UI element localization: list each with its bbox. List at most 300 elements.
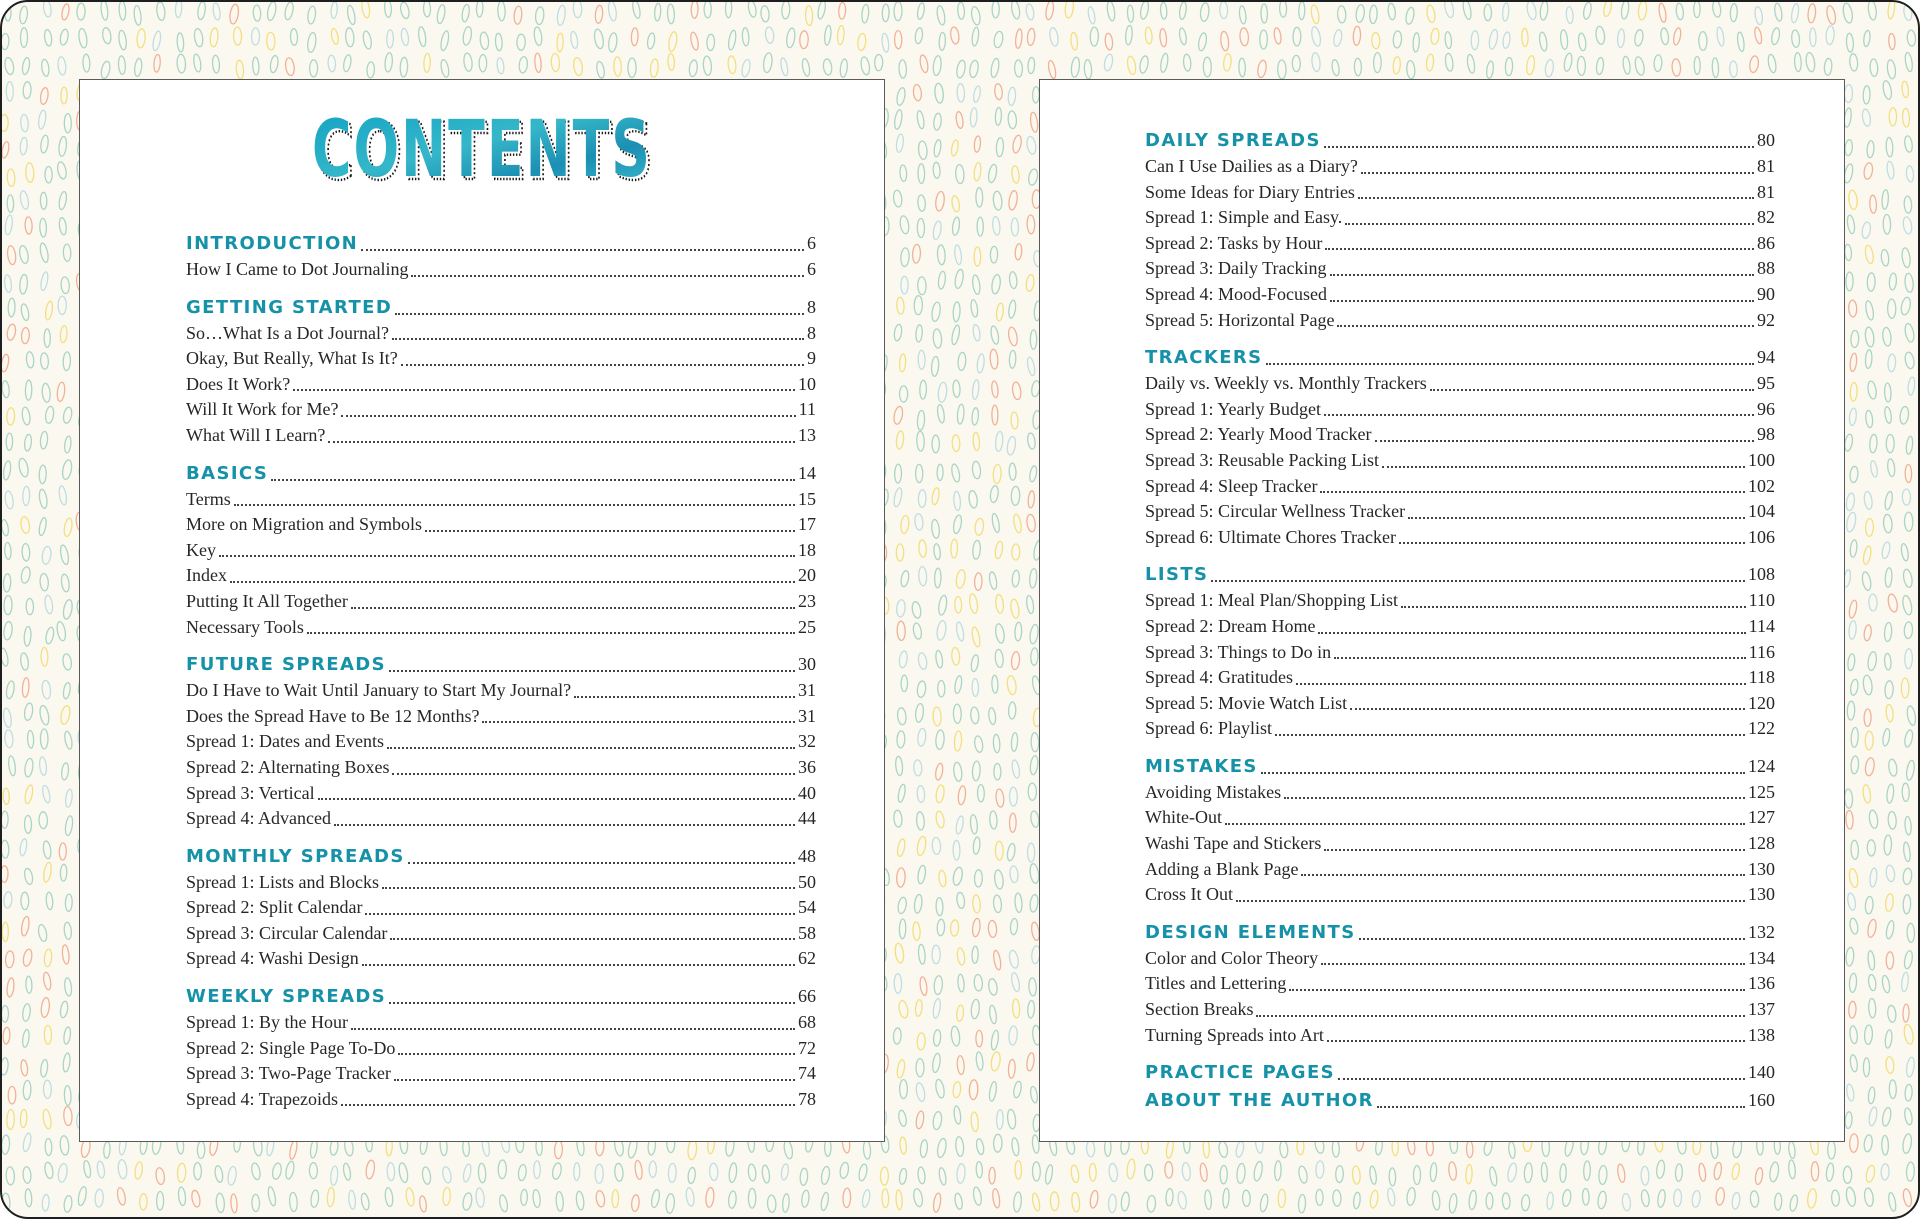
pattern-oval bbox=[556, 5, 566, 26]
pattern-oval bbox=[936, 5, 946, 25]
page-number: 20 bbox=[798, 565, 816, 586]
page-number: 130 bbox=[1748, 884, 1775, 905]
pattern-oval bbox=[1121, 1192, 1131, 1211]
pattern-oval bbox=[1012, 514, 1022, 534]
pattern-oval bbox=[1070, 57, 1080, 78]
page-number: 88 bbox=[1757, 258, 1775, 279]
pattern-oval bbox=[896, 297, 904, 315]
pattern-oval bbox=[1353, 1192, 1361, 1209]
pattern-oval bbox=[992, 216, 1001, 235]
pattern-oval bbox=[1008, 300, 1017, 319]
pattern-oval bbox=[1011, 382, 1021, 401]
pattern-oval bbox=[899, 215, 910, 234]
pattern-oval bbox=[1045, 2, 1055, 20]
pattern-oval bbox=[440, 59, 450, 78]
entry-title: Titles and Lettering bbox=[1145, 973, 1287, 994]
page-number: 30 bbox=[798, 654, 816, 675]
page-number: 10 bbox=[798, 373, 816, 394]
toc-section bbox=[186, 843, 816, 972]
pattern-oval bbox=[177, 54, 186, 73]
pattern-oval bbox=[139, 1194, 147, 1210]
pattern-oval bbox=[40, 271, 49, 291]
pattern-oval bbox=[932, 998, 941, 1019]
pattern-oval bbox=[2, 114, 8, 131]
pattern-oval bbox=[476, 2, 483, 17]
pattern-oval bbox=[893, 190, 903, 208]
pattern-oval bbox=[1431, 1190, 1440, 1210]
pattern-oval bbox=[1862, 675, 1873, 696]
dot-leader bbox=[365, 912, 795, 915]
pattern-oval bbox=[1861, 571, 1872, 591]
pattern-oval bbox=[498, 1194, 508, 1212]
pattern-oval bbox=[7, 1109, 15, 1129]
pattern-oval bbox=[896, 599, 906, 617]
pattern-oval bbox=[1104, 33, 1113, 50]
pattern-oval bbox=[992, 675, 999, 693]
pattern-oval bbox=[1015, 622, 1022, 641]
pattern-oval bbox=[60, 864, 67, 881]
page-number: 15 bbox=[798, 488, 816, 509]
pattern-oval bbox=[1904, 729, 1914, 747]
pattern-oval bbox=[1108, 1194, 1116, 1212]
section-heading: WEEKLY SPREADS bbox=[186, 986, 387, 1008]
pattern-oval bbox=[1331, 59, 1340, 76]
section-heading-row bbox=[1145, 753, 1775, 780]
pattern-oval bbox=[1867, 950, 1875, 970]
dot-leader bbox=[1296, 682, 1746, 685]
pattern-oval bbox=[1864, 245, 1874, 264]
entry-title: Spread 3: Reusable Packing List bbox=[1145, 449, 1379, 470]
pattern-oval bbox=[953, 704, 961, 723]
pattern-oval bbox=[895, 464, 902, 483]
pattern-oval bbox=[893, 406, 904, 425]
pattern-oval bbox=[1617, 1164, 1626, 1183]
pattern-oval bbox=[1126, 1159, 1136, 1179]
pattern-oval bbox=[799, 31, 808, 49]
pattern-oval bbox=[495, 33, 503, 51]
pattern-oval bbox=[989, 349, 998, 369]
dot-leader bbox=[387, 746, 795, 749]
pattern-oval bbox=[899, 1137, 907, 1154]
dot-leader bbox=[1256, 1014, 1745, 1017]
pattern-oval bbox=[1139, 55, 1150, 73]
pattern-oval bbox=[42, 841, 52, 860]
pattern-oval bbox=[1881, 190, 1888, 210]
pattern-oval bbox=[1354, 58, 1361, 76]
pattern-oval bbox=[931, 356, 940, 376]
pattern-oval bbox=[1009, 271, 1018, 288]
pattern-oval bbox=[197, 2, 206, 20]
pattern-oval bbox=[1887, 354, 1896, 372]
pattern-oval bbox=[1902, 1188, 1913, 1207]
dot-leader bbox=[1324, 145, 1754, 148]
pattern-oval bbox=[4, 542, 11, 559]
pattern-oval bbox=[917, 865, 927, 884]
pattern-oval bbox=[971, 626, 981, 647]
pattern-oval bbox=[2, 708, 12, 728]
pattern-oval bbox=[41, 647, 48, 666]
pattern-oval bbox=[1657, 1189, 1666, 1207]
pattern-oval bbox=[461, 4, 470, 22]
pattern-oval bbox=[899, 386, 907, 402]
pattern-oval bbox=[972, 918, 981, 937]
dot-leader bbox=[1350, 707, 1745, 710]
pattern-oval bbox=[915, 1111, 925, 1130]
pattern-oval bbox=[988, 920, 997, 937]
pattern-oval bbox=[1489, 1166, 1499, 1186]
pattern-oval bbox=[957, 84, 965, 103]
pattern-oval bbox=[58, 217, 67, 235]
pattern-oval bbox=[933, 543, 941, 560]
pattern-oval bbox=[387, 30, 394, 48]
pattern-oval bbox=[1847, 653, 1856, 670]
pattern-oval bbox=[1882, 1135, 1889, 1155]
pattern-oval bbox=[1406, 1187, 1416, 1206]
entry-title: More on Migration and Symbols bbox=[186, 514, 422, 535]
pattern-oval bbox=[20, 114, 29, 132]
pattern-oval bbox=[212, 55, 220, 73]
pattern-oval bbox=[423, 2, 431, 17]
pattern-oval bbox=[1906, 165, 1915, 182]
pattern-oval bbox=[1883, 214, 1891, 234]
pattern-oval bbox=[932, 1193, 941, 1213]
pattern-oval bbox=[893, 487, 903, 507]
pattern-oval bbox=[863, 1140, 871, 1159]
pattern-oval bbox=[977, 785, 984, 802]
pattern-oval bbox=[780, 1163, 789, 1180]
pattern-oval bbox=[1028, 978, 1036, 996]
pattern-oval bbox=[1845, 512, 1857, 533]
pattern-oval bbox=[969, 1080, 978, 1100]
pattern-oval bbox=[971, 408, 979, 426]
pattern-oval bbox=[919, 976, 928, 995]
pattern-oval bbox=[1563, 53, 1573, 72]
pattern-oval bbox=[1899, 406, 1909, 424]
section-heading-row bbox=[186, 983, 816, 1010]
pattern-oval bbox=[330, 28, 339, 45]
pattern-oval bbox=[1582, 2, 1592, 20]
pattern-oval bbox=[972, 275, 981, 295]
pattern-oval bbox=[2, 1057, 9, 1075]
pattern-oval bbox=[1889, 273, 1897, 290]
toc-entry bbox=[186, 1087, 816, 1113]
pattern-oval bbox=[995, 107, 1002, 125]
pattern-oval bbox=[900, 570, 910, 587]
pattern-oval bbox=[4, 491, 14, 510]
pattern-oval bbox=[45, 627, 55, 645]
pattern-oval bbox=[1007, 327, 1018, 347]
pattern-oval bbox=[1750, 1191, 1759, 1208]
entry-title: Can I Use Dailies as a Diary? bbox=[1145, 156, 1358, 176]
pattern-oval bbox=[916, 431, 924, 451]
toc-section bbox=[1145, 561, 1775, 742]
pattern-oval bbox=[1090, 27, 1098, 46]
pattern-oval bbox=[1044, 1164, 1054, 1184]
pattern-oval bbox=[996, 1110, 1003, 1130]
pattern-oval bbox=[1729, 61, 1737, 78]
pattern-oval bbox=[1845, 493, 1855, 512]
entry-title: Spread 3: Things to Do in bbox=[1145, 641, 1332, 662]
pattern-oval bbox=[1448, 1161, 1457, 1180]
dot-leader bbox=[1225, 822, 1745, 825]
pattern-oval bbox=[748, 1164, 757, 1181]
pattern-oval bbox=[1009, 463, 1017, 480]
pattern-oval bbox=[1884, 383, 1891, 402]
pattern-oval bbox=[22, 1029, 30, 1047]
page-number: 6 bbox=[807, 259, 816, 279]
entry-title: Spread 1: Yearly Budget bbox=[1145, 398, 1321, 419]
pattern-oval bbox=[43, 1080, 51, 1098]
pattern-oval bbox=[1012, 999, 1020, 1018]
pattern-oval bbox=[1009, 350, 1016, 368]
pattern-oval bbox=[440, 30, 450, 51]
page-number: 124 bbox=[1748, 755, 1775, 776]
pattern-oval bbox=[685, 1187, 695, 1206]
pattern-oval bbox=[1030, 1086, 1039, 1103]
pattern-oval bbox=[1426, 54, 1434, 71]
pattern-oval bbox=[1903, 4, 1913, 21]
pattern-oval bbox=[42, 862, 52, 883]
pattern-oval bbox=[77, 3, 86, 20]
pattern-oval bbox=[1884, 491, 1894, 510]
pattern-oval bbox=[38, 517, 48, 536]
dot-leader bbox=[351, 606, 795, 609]
page-number: 31 bbox=[798, 680, 816, 701]
pattern-oval bbox=[936, 404, 945, 423]
pattern-oval bbox=[266, 2, 277, 21]
pattern-oval bbox=[820, 1166, 830, 1185]
pattern-oval bbox=[1413, 1165, 1420, 1184]
pattern-oval bbox=[194, 1163, 202, 1180]
pattern-oval bbox=[39, 812, 48, 829]
pattern-oval bbox=[1886, 59, 1896, 79]
pattern-oval bbox=[1902, 569, 1913, 588]
pattern-oval bbox=[62, 1053, 71, 1072]
pattern-oval bbox=[1538, 32, 1548, 52]
pattern-oval bbox=[994, 870, 1004, 890]
pattern-oval bbox=[574, 1163, 580, 1181]
pattern-oval bbox=[1884, 653, 1892, 670]
entry-title: Section Breaks bbox=[1145, 999, 1254, 1020]
pattern-oval bbox=[40, 1059, 49, 1077]
pattern-oval bbox=[837, 25, 845, 44]
pattern-oval bbox=[59, 545, 70, 566]
pattern-oval bbox=[957, 2, 965, 19]
pattern-oval bbox=[914, 296, 923, 315]
pattern-oval bbox=[918, 944, 926, 964]
pattern-oval bbox=[993, 191, 1003, 211]
pattern-oval bbox=[1524, 1163, 1533, 1183]
pattern-oval bbox=[839, 59, 848, 78]
pattern-oval bbox=[1393, 31, 1402, 48]
pattern-oval bbox=[418, 26, 427, 47]
pattern-oval bbox=[1372, 33, 1381, 49]
pattern-oval bbox=[995, 431, 1004, 451]
toc-entry bbox=[1145, 640, 1775, 666]
pattern-oval bbox=[992, 1188, 1001, 1208]
page-number: 9 bbox=[807, 348, 816, 369]
pattern-oval bbox=[1462, 2, 1473, 20]
pattern-oval bbox=[1851, 727, 1859, 747]
pattern-oval bbox=[1012, 570, 1020, 587]
pattern-oval bbox=[1774, 1193, 1782, 1210]
pattern-oval bbox=[1013, 1192, 1022, 1213]
pattern-oval bbox=[786, 28, 797, 49]
pattern-oval bbox=[1863, 86, 1870, 104]
pattern-oval bbox=[954, 245, 963, 265]
pattern-oval bbox=[307, 32, 317, 53]
dot-leader bbox=[1266, 362, 1754, 365]
pattern-oval bbox=[1539, 2, 1548, 20]
pattern-oval bbox=[1654, 55, 1663, 72]
pattern-oval bbox=[1863, 1134, 1873, 1152]
pattern-oval bbox=[933, 139, 942, 157]
toc-entry bbox=[186, 781, 816, 807]
pattern-oval bbox=[994, 83, 1003, 100]
pattern-oval bbox=[1904, 135, 1913, 152]
dot-leader bbox=[1408, 516, 1745, 519]
pattern-oval bbox=[950, 139, 959, 156]
pattern-oval bbox=[1448, 1193, 1457, 1213]
pattern-oval bbox=[20, 1109, 27, 1127]
pattern-oval bbox=[1027, 1000, 1035, 1018]
pattern-oval bbox=[896, 134, 905, 153]
pattern-oval bbox=[20, 1060, 28, 1077]
pattern-oval bbox=[957, 786, 966, 805]
pattern-oval bbox=[61, 459, 73, 480]
pattern-oval bbox=[1716, 27, 1725, 47]
pattern-oval bbox=[937, 464, 943, 480]
pattern-oval bbox=[284, 2, 295, 20]
toc-entry bbox=[1145, 231, 1775, 257]
pattern-oval bbox=[19, 274, 28, 294]
pattern-oval bbox=[45, 406, 55, 424]
pattern-oval bbox=[498, 1160, 506, 1179]
pattern-oval bbox=[20, 516, 31, 534]
dot-leader bbox=[1361, 171, 1754, 174]
toc-entry bbox=[186, 538, 816, 564]
pattern-oval bbox=[1029, 568, 1037, 588]
pattern-oval bbox=[267, 1186, 277, 1206]
pattern-oval bbox=[1393, 56, 1401, 74]
pattern-oval bbox=[955, 597, 962, 614]
dot-leader bbox=[1275, 733, 1745, 736]
pattern-oval bbox=[1673, 1189, 1681, 1206]
pattern-oval bbox=[1278, 1189, 1286, 1207]
dot-leader bbox=[398, 1052, 795, 1055]
pattern-oval bbox=[20, 566, 31, 584]
pattern-oval bbox=[898, 1110, 908, 1127]
pattern-oval bbox=[1259, 1194, 1269, 1213]
pattern-oval bbox=[533, 27, 543, 46]
pattern-oval bbox=[573, 2, 582, 18]
pattern-oval bbox=[1867, 140, 1875, 157]
pattern-oval bbox=[1846, 33, 1854, 52]
pattern-oval bbox=[634, 1160, 643, 1180]
pattern-oval bbox=[1236, 1163, 1246, 1183]
pattern-oval bbox=[1868, 998, 1876, 1018]
toc-entry bbox=[1145, 665, 1775, 691]
pattern-oval bbox=[951, 539, 958, 558]
pattern-oval bbox=[64, 1085, 71, 1105]
pattern-oval bbox=[1182, 1162, 1192, 1181]
toc-section bbox=[1145, 1059, 1775, 1086]
pattern-oval bbox=[1050, 1192, 1059, 1211]
pattern-oval bbox=[1027, 28, 1036, 46]
pattern-oval bbox=[972, 461, 982, 479]
page-number: 81 bbox=[1757, 181, 1775, 202]
entry-title: Spread 3: Two-Page Tracker bbox=[186, 1063, 391, 1084]
dot-leader bbox=[1377, 1105, 1745, 1108]
pattern-oval bbox=[2, 519, 9, 536]
pattern-oval bbox=[1907, 30, 1916, 47]
pattern-oval bbox=[2, 1193, 10, 1212]
pattern-oval bbox=[1260, 30, 1268, 49]
page-number: 137 bbox=[1748, 999, 1775, 1020]
pattern-oval bbox=[971, 27, 979, 46]
dot-leader bbox=[271, 478, 795, 481]
pattern-oval bbox=[1901, 595, 1913, 616]
toc-section bbox=[186, 230, 816, 283]
pattern-oval bbox=[1849, 466, 1858, 483]
pattern-oval bbox=[968, 593, 978, 613]
dot-leader bbox=[1236, 899, 1745, 902]
pattern-oval bbox=[1617, 29, 1625, 48]
pattern-oval bbox=[951, 325, 961, 346]
pattern-oval bbox=[1466, 54, 1476, 74]
pattern-oval bbox=[1029, 894, 1039, 912]
pattern-oval bbox=[593, 29, 605, 50]
pattern-oval bbox=[988, 1081, 997, 1102]
pattern-oval bbox=[309, 60, 317, 77]
pattern-oval bbox=[780, 57, 789, 76]
pattern-oval bbox=[1886, 434, 1894, 452]
pattern-oval bbox=[767, 1195, 776, 1213]
pattern-oval bbox=[4, 215, 13, 236]
pattern-oval bbox=[1864, 300, 1874, 320]
pattern-oval bbox=[1861, 109, 1871, 127]
pattern-oval bbox=[556, 1191, 564, 1211]
pattern-oval bbox=[1868, 810, 1879, 829]
pattern-oval bbox=[25, 1189, 33, 1207]
toc-entry bbox=[186, 678, 816, 704]
pattern-oval bbox=[59, 843, 66, 860]
dot-leader bbox=[1358, 196, 1754, 199]
page-number: 50 bbox=[798, 871, 816, 892]
pattern-oval bbox=[42, 972, 51, 990]
pattern-oval bbox=[6, 978, 15, 998]
pattern-oval bbox=[1352, 1166, 1361, 1185]
pattern-oval bbox=[1847, 701, 1855, 720]
pattern-oval bbox=[1486, 1193, 1493, 1209]
pattern-oval bbox=[993, 734, 1001, 753]
pattern-oval bbox=[1902, 108, 1910, 127]
pattern-oval bbox=[1869, 594, 1878, 611]
pattern-oval bbox=[155, 1167, 165, 1185]
pattern-oval bbox=[1008, 87, 1017, 106]
pattern-oval bbox=[953, 380, 961, 398]
pattern-oval bbox=[1845, 1187, 1857, 1207]
pattern-oval bbox=[27, 730, 34, 748]
pattern-oval bbox=[1009, 813, 1016, 832]
pattern-oval bbox=[882, 1189, 889, 1208]
pattern-oval bbox=[1183, 54, 1192, 71]
pattern-oval bbox=[1596, 57, 1605, 75]
pattern-oval bbox=[44, 29, 53, 46]
pattern-oval bbox=[1064, 2, 1074, 18]
pattern-oval bbox=[1849, 918, 1859, 935]
pattern-oval bbox=[25, 163, 34, 183]
